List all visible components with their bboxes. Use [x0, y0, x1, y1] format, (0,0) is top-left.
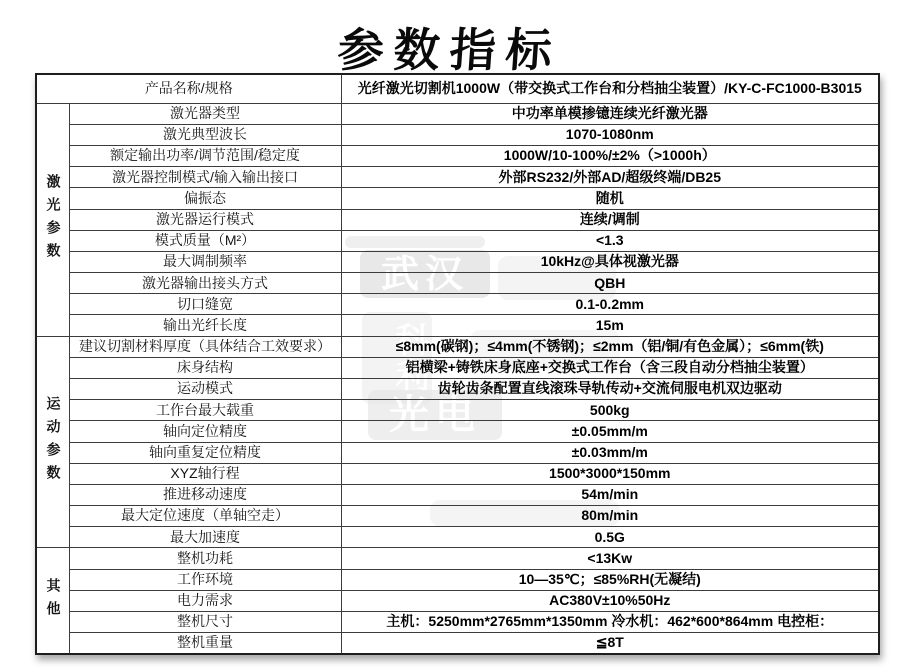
param-value: 铝横梁+铸铁床身底座+交换式工作台（含三段自动分档抽尘装置） [341, 357, 879, 378]
param-label: 激光器控制模式/输入输出接口 [69, 167, 341, 188]
table-row [36, 357, 879, 378]
param-value: <13Kw [341, 548, 879, 569]
param-label: XYZ轴行程 [69, 463, 341, 484]
table-row [36, 378, 879, 399]
table-row [36, 633, 879, 654]
param-value: 齿轮齿条配置直线滚珠导轨传动+交流伺服电机双边驱动 [341, 378, 879, 399]
table-row [36, 167, 879, 188]
table-row [36, 336, 879, 357]
table-row [36, 442, 879, 463]
param-label: 激光器类型 [69, 103, 341, 124]
param-label: 整机功耗 [69, 548, 341, 569]
table-row [36, 230, 879, 251]
param-label: 运动模式 [69, 378, 341, 399]
param-value: ±0.05mm/m [341, 421, 879, 442]
param-value: 54m/min [341, 484, 879, 505]
param-value: 10—35℃；≤85%RH(无凝结) [341, 569, 879, 590]
param-label: 床身结构 [69, 357, 341, 378]
param-label: 输出光纤长度 [69, 315, 341, 336]
group-label: 其他 [36, 548, 69, 654]
param-value: 1500*3000*150mm [341, 463, 879, 484]
param-label: 切口缝宽 [69, 294, 341, 315]
param-label: 偏振态 [69, 188, 341, 209]
table-row [36, 124, 879, 145]
table-row [36, 569, 879, 590]
param-value: QBH [341, 273, 879, 294]
group-label: 运动参数 [36, 336, 69, 548]
param-label: 整机尺寸 [69, 611, 341, 632]
param-value: 1000W/10-100%/±2%（>1000h） [341, 146, 879, 167]
table-row-product [36, 74, 879, 103]
group-label: 激光参数 [36, 103, 69, 336]
table-row [36, 590, 879, 611]
param-value: 80m/min [341, 506, 879, 527]
table-row [36, 209, 879, 230]
param-value: 随机 [341, 188, 879, 209]
param-value: 15m [341, 315, 879, 336]
table-row [36, 484, 879, 505]
param-value: 10kHz@具体视激光器 [341, 251, 879, 272]
param-value: <1.3 [341, 230, 879, 251]
table-row [36, 188, 879, 209]
param-label: 建议切割材料厚度（具体结合工效要求） [69, 336, 341, 357]
watermark-text-guangdian: 光电 [368, 390, 502, 440]
param-label: 最大加速度 [69, 527, 341, 548]
param-value: ≦8T [341, 633, 879, 654]
table-row [36, 611, 879, 632]
table-row [36, 294, 879, 315]
spec-table-body [36, 74, 879, 654]
param-label: 模式质量（M²） [69, 230, 341, 251]
param-label: 工作环境 [69, 569, 341, 590]
param-value: 连续/调制 [341, 209, 879, 230]
page-title: 参数指标 [335, 23, 564, 77]
table-row [36, 421, 879, 442]
table-row [36, 146, 879, 167]
product-name-label: 产品名称/规格 [36, 74, 341, 103]
product-name-value: 光纤激光切割机1000W（带交换式工作台和分档抽尘装置）/KY-C-FC1000-B3015 [341, 74, 879, 103]
table-row [36, 251, 879, 272]
param-label: 电力需求 [69, 590, 341, 611]
table-row [36, 315, 879, 336]
spec-table-grid [35, 73, 880, 655]
param-value: 主机：5250mm*2765mm*1350mm 冷水机：462*600*864mm 电控柜： [341, 611, 879, 632]
param-value: ≤8mm(碳钢)；≤4mm(不锈钢)；≤2mm（铝/铜/有色金属）；≤6mm(铁) [341, 336, 879, 357]
param-label: 推进移动速度 [69, 484, 341, 505]
param-value: ±0.03mm/m [341, 442, 879, 463]
param-label: 轴向定位精度 [69, 421, 341, 442]
param-value: AC380V±10%50Hz [341, 590, 879, 611]
spec-table [35, 73, 880, 655]
table-row [36, 527, 879, 548]
table-row [36, 506, 879, 527]
param-label: 激光典型波长 [69, 124, 341, 145]
table-row [36, 463, 879, 484]
table-row [36, 273, 879, 294]
param-label: 最大调制频率 [69, 251, 341, 272]
param-label: 激光器运行模式 [69, 209, 341, 230]
param-label: 额定输出功率/调节范围/稳定度 [69, 146, 341, 167]
param-label: 轴向重复定位精度 [69, 442, 341, 463]
watermark-text-wuhan: 武汉 [360, 250, 490, 298]
param-label: 整机重量 [69, 633, 341, 654]
param-label: 最大定位速度（单轴空走） [69, 506, 341, 527]
param-value: 500kg [341, 400, 879, 421]
param-value: 0.5G [341, 527, 879, 548]
table-row [36, 548, 879, 569]
param-label: 激光器输出接头方式 [69, 273, 341, 294]
table-row [36, 103, 879, 124]
param-value: 0.1-0.2mm [341, 294, 879, 315]
watermark-text-keli: 科利 [362, 312, 432, 404]
table-row [36, 400, 879, 421]
param-value: 中功率单模掺镱连续光纤激光器 [341, 103, 879, 124]
param-value: 1070-1080nm [341, 124, 879, 145]
param-label: 工作台最大载重 [69, 400, 341, 421]
param-value: 外部RS232/外部AD/超级终端/DB25 [341, 167, 879, 188]
